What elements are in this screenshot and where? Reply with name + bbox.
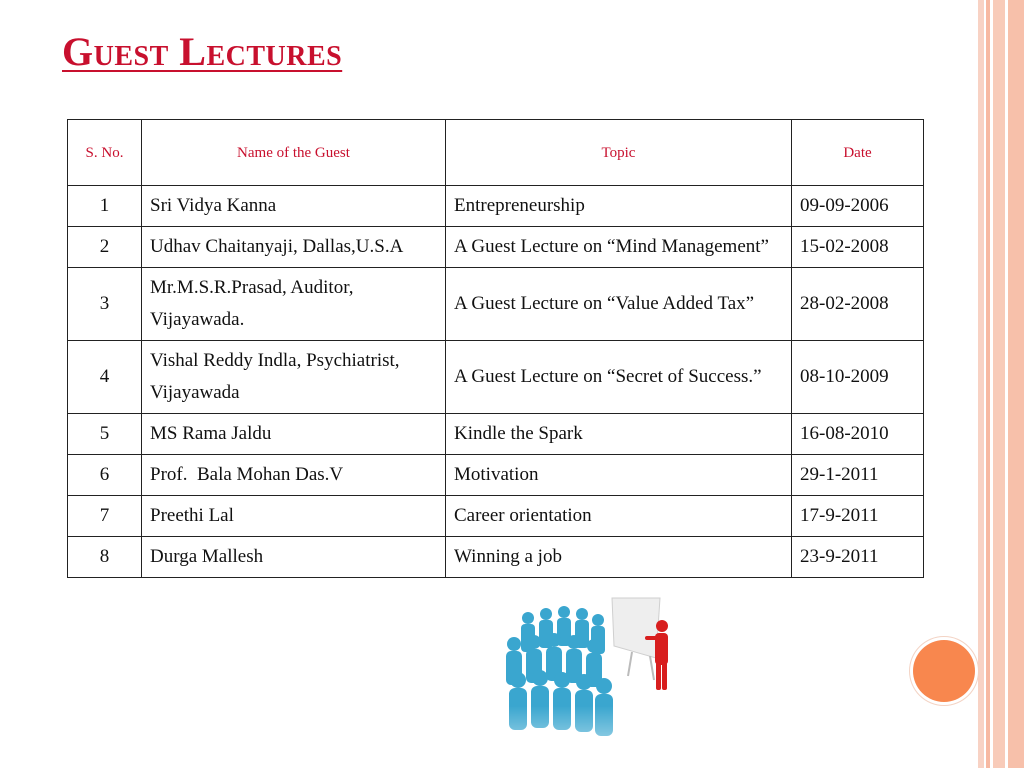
cell-topic: Entrepreneurship [446,186,792,227]
cell-guest-name: Prof. Bala Mohan Das.V [142,455,446,496]
cell-date: 08-10-2009 [792,341,924,414]
guest-lectures-table [67,119,924,578]
cell-sno: 4 [68,341,142,414]
table-row [68,496,924,537]
cell-date: 28-02-2008 [792,268,924,341]
cell-sno: 1 [68,186,142,227]
cell-topic: Motivation [446,455,792,496]
header-sno: S. No. [68,120,142,186]
table-header-row [68,120,924,186]
table-row [68,341,924,414]
cell-date: 16-08-2010 [792,414,924,455]
table-row [68,537,924,578]
decorative-stripe [993,0,1005,768]
table-row [68,268,924,341]
cell-sno: 6 [68,455,142,496]
header-topic: Topic [446,120,792,186]
cell-sno: 8 [68,537,142,578]
cell-date: 23-9-2011 [792,537,924,578]
cell-guest-name: Sri Vidya Kanna [142,186,446,227]
cell-topic: A Guest Lecture on “Mind Management” [446,227,792,268]
slide-title: Guest Lectures [62,29,343,74]
cell-sno: 3 [68,268,142,341]
cell-sno: 5 [68,414,142,455]
cell-topic: Kindle the Spark [446,414,792,455]
cell-topic: Winning a job [446,537,792,578]
header-date: Date [792,120,924,186]
decorative-circle [913,640,975,702]
cell-date: 09-09-2006 [792,186,924,227]
table-row [68,455,924,496]
cell-date: 17-9-2011 [792,496,924,537]
cell-guest-name: Mr.M.S.R.Prasad, Auditor, Vijayawada. [142,268,446,341]
cell-sno: 2 [68,227,142,268]
decorative-stripe [1008,0,1024,768]
cell-guest-name: MS Rama Jaldu [142,414,446,455]
cell-guest-name: Preethi Lal [142,496,446,537]
cell-guest-name: Vishal Reddy Indla, Psychiatrist, Vijayawada [142,341,446,414]
cell-guest-name: Durga Mallesh [142,537,446,578]
table-row [68,414,924,455]
header-guest-name: Name of the Guest [142,120,446,186]
table-row [68,227,924,268]
cell-topic: A Guest Lecture on “Value Added Tax” [446,268,792,341]
cell-topic: A Guest Lecture on “Secret of Success.” [446,341,792,414]
cell-topic: Career orientation [446,496,792,537]
cell-date: 15-02-2008 [792,227,924,268]
cell-guest-name: Udhav Chaitanyaji, Dallas,U.S.A [142,227,446,268]
cell-sno: 7 [68,496,142,537]
table-row [68,186,924,227]
crowd-with-speaker-icon [500,596,670,750]
cell-date: 29-1-2011 [792,455,924,496]
